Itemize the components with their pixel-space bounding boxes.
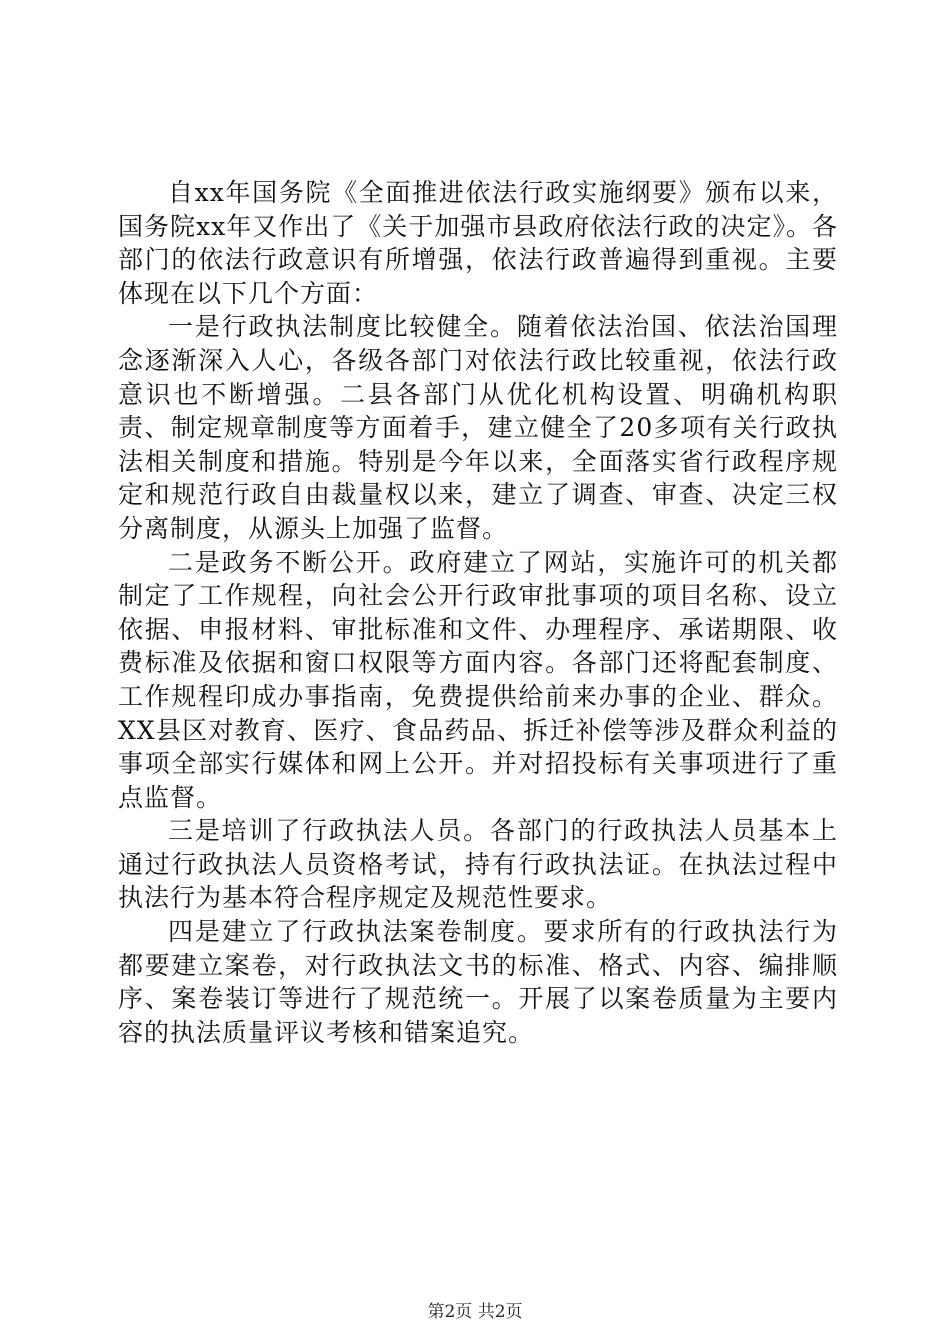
document-body — [118, 176, 838, 1049]
paragraph-point-1: 一是行政执法制度比较健全。随着依法治国、依法治国理念逐渐深入人心，各级各部门对依法行政比较重视，依法行政意识也不断增强。二县各部门从优化机构设置、明确机构职责、制定规章制度等方面着手，建立健全了20多项有关行政执法相关制度和措施。特别是今年以来，全面落实省行政程序规定和规范行政自由裁量权以来，建立了调查、审查、决定三权分离制度，从源头上加强了监督。 — [118, 312, 838, 543]
page-number-footer: 第2页 共2页 — [427, 1302, 523, 1322]
paragraph-point-3: 三是培训了行政执法人员。各部门的行政执法人员基本上通过行政执法人员资格考试，持有行政执法证。在执法过程中执法行为基本符合程序规定及规范性要求。 — [118, 816, 838, 913]
paragraph-intro: 自xx年国务院《全面推进依法行政实施纲要》颁布以来，国务院xx年又作出了《关于加强市县政府依法行政的决定》。各部门的依法行政意识有所增强，依法行政普遍得到重视。主要体现在以下几个方面： — [118, 178, 838, 308]
paragraph-point-2: 二是政务不断公开。政府建立了网站，实施许可的机关都制定了工作规程，向社会公开行政审批事项的项目名称、设立依据、申报材料、审批标准和文件、办理程序、承诺期限、收费标准及依据和窗口权限等方面内容。各部门还将配套制度、工作规程印成办事指南，免费提供给前来办事的企业、群众。XX县区对教育、医疗、食品药品、拆迁补偿等涉及群众利益的事项全部实行媒体和网上公开。并对招投标有关事项进行了重点监督。 — [118, 547, 838, 812]
paragraph-point-4: 四是建立了行政执法案卷制度。要求所有的行政执法行为都要建立案卷，对行政执法文书的标准、格式、内容、编排顺序、案卷装订等进行了规范统一。开展了以案卷质量为主要内容的执法质量评议考核和错案追究。 — [118, 917, 838, 1047]
